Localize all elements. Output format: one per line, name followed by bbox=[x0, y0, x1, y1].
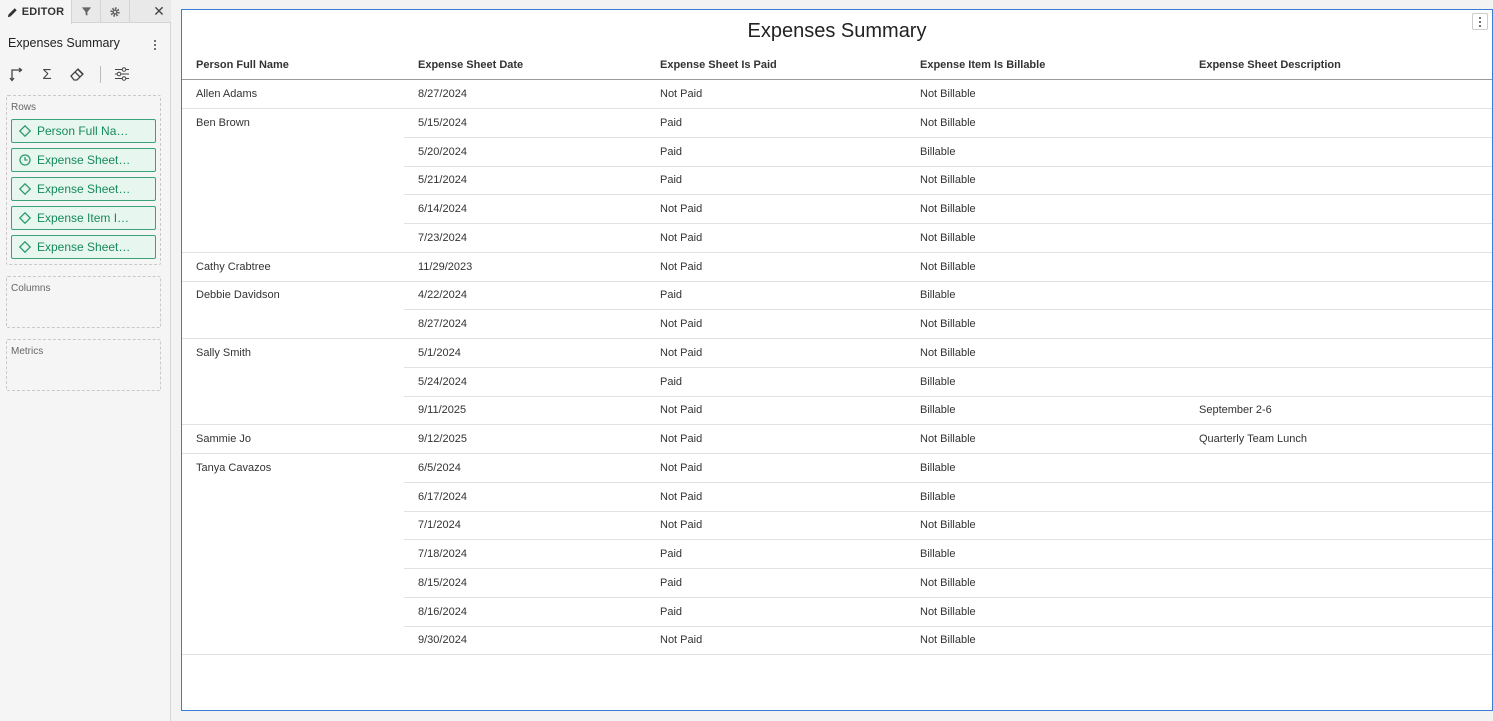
sliders-icon[interactable] bbox=[112, 64, 132, 84]
panel-menu-icon[interactable] bbox=[1472, 13, 1488, 30]
table-cell: Not Paid bbox=[660, 346, 703, 359]
table-cell: Not Billable bbox=[920, 576, 976, 589]
table-cell: Billable bbox=[920, 461, 956, 474]
table-cell: 5/15/2024 bbox=[418, 116, 467, 129]
table-cell: Paid bbox=[660, 548, 683, 560]
table-cell: Not Billable bbox=[920, 519, 976, 532]
table-cell: Not Billable bbox=[920, 231, 976, 244]
table-row bbox=[182, 569, 1492, 598]
table-cell: 4/22/2024 bbox=[418, 289, 467, 302]
table-cell: 9/12/2025 bbox=[418, 433, 467, 445]
tab-filter[interactable] bbox=[72, 0, 101, 23]
table-row bbox=[182, 166, 1492, 195]
eraser-icon[interactable] bbox=[67, 64, 87, 84]
table-cell: Not Billable bbox=[920, 346, 976, 359]
table-cell: 8/27/2024 bbox=[418, 318, 467, 330]
table-cell: Allen Adams bbox=[196, 88, 258, 100]
table-cell: Not Billable bbox=[920, 605, 976, 618]
pivot-icon[interactable] bbox=[7, 64, 27, 84]
field-label: Expense Sheet… bbox=[37, 153, 131, 167]
table-row bbox=[182, 425, 1492, 454]
table-cell: Billable bbox=[920, 145, 956, 158]
columns-dropzone[interactable] bbox=[6, 276, 161, 328]
table-cell: 8/16/2024 bbox=[418, 605, 467, 618]
toolbar-divider bbox=[100, 66, 101, 83]
row-field-expense-item-is-billable[interactable] bbox=[11, 206, 156, 230]
table-row bbox=[182, 109, 1492, 138]
row-divider bbox=[182, 654, 1492, 655]
table-cell: Not Paid bbox=[660, 231, 703, 244]
table-row bbox=[182, 483, 1492, 512]
table-cell: Sammie Jo bbox=[196, 433, 252, 445]
table-cell: Not Billable bbox=[920, 203, 976, 215]
table-cell: Not Paid bbox=[660, 519, 703, 532]
row-field-person-full-name[interactable] bbox=[11, 119, 156, 143]
table-cell: Quarterly Team Lunch bbox=[1199, 433, 1308, 445]
table-cell: Not Billable bbox=[920, 433, 976, 445]
table-cell: 5/20/2024 bbox=[418, 145, 467, 158]
tab-editor[interactable] bbox=[0, 0, 72, 24]
table-cell: 5/24/2024 bbox=[418, 375, 467, 388]
rows-label: Rows bbox=[11, 102, 37, 113]
diamond-icon bbox=[18, 182, 32, 196]
table-cell: Not Paid bbox=[660, 433, 703, 445]
report-panel bbox=[181, 9, 1493, 711]
table-cell: Not Paid bbox=[660, 490, 703, 503]
table-cell: Not Billable bbox=[920, 116, 976, 129]
column-header[interactable]: Expense Sheet Is Paid bbox=[660, 59, 777, 71]
table-cell: 7/1/2024 bbox=[418, 519, 461, 532]
field-label: Expense Sheet… bbox=[37, 240, 131, 254]
table-cell: Paid bbox=[660, 605, 683, 618]
data-table bbox=[182, 52, 1492, 655]
column-header[interactable]: Expense Sheet Date bbox=[418, 59, 524, 71]
column-header[interactable]: Expense Sheet Description bbox=[1199, 59, 1341, 71]
table-cell: Cathy Crabtree bbox=[196, 260, 271, 273]
gear-icon bbox=[109, 6, 121, 18]
table-cell: Billable bbox=[920, 289, 956, 302]
table-body bbox=[182, 80, 1492, 655]
table-cell: Ben Brown bbox=[196, 116, 250, 129]
diamond-icon bbox=[18, 211, 32, 225]
table-cell: Not Paid bbox=[660, 404, 703, 417]
table-cell: Paid bbox=[660, 116, 683, 129]
table-row bbox=[182, 511, 1492, 540]
table-row bbox=[182, 224, 1492, 253]
table-cell: Not Paid bbox=[660, 260, 703, 273]
table-cell: Paid bbox=[660, 375, 683, 388]
table-cell: Not Billable bbox=[920, 318, 976, 330]
field-label: Person Full Na… bbox=[37, 124, 129, 138]
field-label: Expense Item I… bbox=[37, 211, 130, 225]
table-cell: Billable bbox=[920, 375, 956, 388]
metrics-dropzone[interactable] bbox=[6, 339, 161, 391]
clock-icon bbox=[18, 153, 32, 167]
table-cell: Not Paid bbox=[660, 88, 703, 100]
field-label: Expense Sheet… bbox=[37, 182, 131, 196]
table-cell: 5/21/2024 bbox=[418, 174, 467, 187]
close-icon[interactable]: ✕ bbox=[153, 3, 165, 19]
row-field-expense-sheet-date[interactable] bbox=[11, 148, 156, 172]
table-row bbox=[182, 138, 1492, 167]
row-field-expense-sheet-description[interactable] bbox=[11, 235, 156, 259]
table-cell: September 2-6 bbox=[1199, 404, 1272, 417]
table-cell: 11/29/2023 bbox=[418, 260, 473, 273]
table-cell: Not Billable bbox=[920, 260, 976, 273]
table-row bbox=[182, 310, 1492, 339]
pencil-icon bbox=[7, 7, 18, 18]
table-cell: Tanya Cavazos bbox=[196, 461, 272, 474]
table-row bbox=[182, 368, 1492, 397]
table-cell: 6/17/2024 bbox=[418, 490, 467, 503]
table-cell: 7/18/2024 bbox=[418, 548, 467, 560]
table-cell: 5/1/2024 bbox=[418, 346, 461, 359]
table-cell: Not Paid bbox=[660, 318, 703, 330]
column-header[interactable]: Expense Item Is Billable bbox=[920, 59, 1046, 71]
table-row bbox=[182, 454, 1492, 483]
table-row bbox=[182, 339, 1492, 368]
tab-editor-label: EDITOR bbox=[21, 6, 65, 18]
table-row bbox=[182, 80, 1492, 109]
table-cell: Paid bbox=[660, 289, 683, 302]
editor-sidebar bbox=[0, 0, 171, 721]
table-cell: Billable bbox=[920, 404, 956, 417]
table-cell: Not Paid bbox=[660, 461, 703, 474]
table-cell: Not Billable bbox=[920, 634, 976, 647]
diamond-icon bbox=[18, 124, 32, 138]
table-cell: 6/14/2024 bbox=[418, 203, 467, 215]
table-cell: Sally Smith bbox=[196, 346, 252, 359]
table-cell: 7/23/2024 bbox=[418, 231, 467, 244]
sidebar-tabs bbox=[0, 0, 171, 23]
table-header bbox=[182, 52, 1492, 80]
table-cell: 8/27/2024 bbox=[418, 88, 467, 100]
table-row bbox=[182, 195, 1492, 224]
editor-toolbar bbox=[7, 64, 147, 84]
report-menu-icon[interactable] bbox=[149, 37, 161, 53]
row-field-expense-sheet-is-paid[interactable] bbox=[11, 177, 156, 201]
table-cell: 9/11/2025 bbox=[418, 404, 467, 417]
table-row bbox=[182, 396, 1492, 425]
table-cell: Paid bbox=[660, 576, 683, 589]
report-title: Expenses Summary bbox=[8, 36, 120, 50]
table-row bbox=[182, 253, 1492, 282]
table-cell: Debbie Davidson bbox=[196, 289, 280, 302]
tab-settings[interactable] bbox=[101, 0, 130, 23]
filter-icon bbox=[81, 6, 92, 17]
table-row bbox=[182, 598, 1492, 627]
rows-dropzone[interactable] bbox=[6, 95, 161, 265]
table-cell: Not Billable bbox=[920, 88, 976, 100]
table-cell: 9/30/2024 bbox=[418, 634, 467, 647]
metrics-label: Metrics bbox=[11, 346, 44, 357]
page-title: Expenses Summary bbox=[747, 20, 927, 42]
table-row bbox=[182, 540, 1492, 569]
table-cell: Not Paid bbox=[660, 203, 703, 215]
sigma-icon[interactable]: Σ bbox=[42, 65, 52, 83]
table-cell: Billable bbox=[920, 490, 956, 503]
table-cell: Paid bbox=[660, 174, 683, 187]
table-cell: Not Billable bbox=[920, 174, 976, 187]
table-row bbox=[182, 281, 1492, 310]
diamond-icon bbox=[18, 240, 32, 254]
table-cell: Billable bbox=[920, 548, 956, 560]
table-cell: 6/5/2024 bbox=[418, 461, 461, 474]
column-header[interactable]: Person Full Name bbox=[196, 59, 289, 71]
table-cell: 8/15/2024 bbox=[418, 576, 467, 589]
columns-label: Columns bbox=[11, 283, 51, 294]
table-cell: Paid bbox=[660, 145, 683, 158]
table-row bbox=[182, 626, 1492, 655]
table-cell: Not Paid bbox=[660, 634, 703, 647]
